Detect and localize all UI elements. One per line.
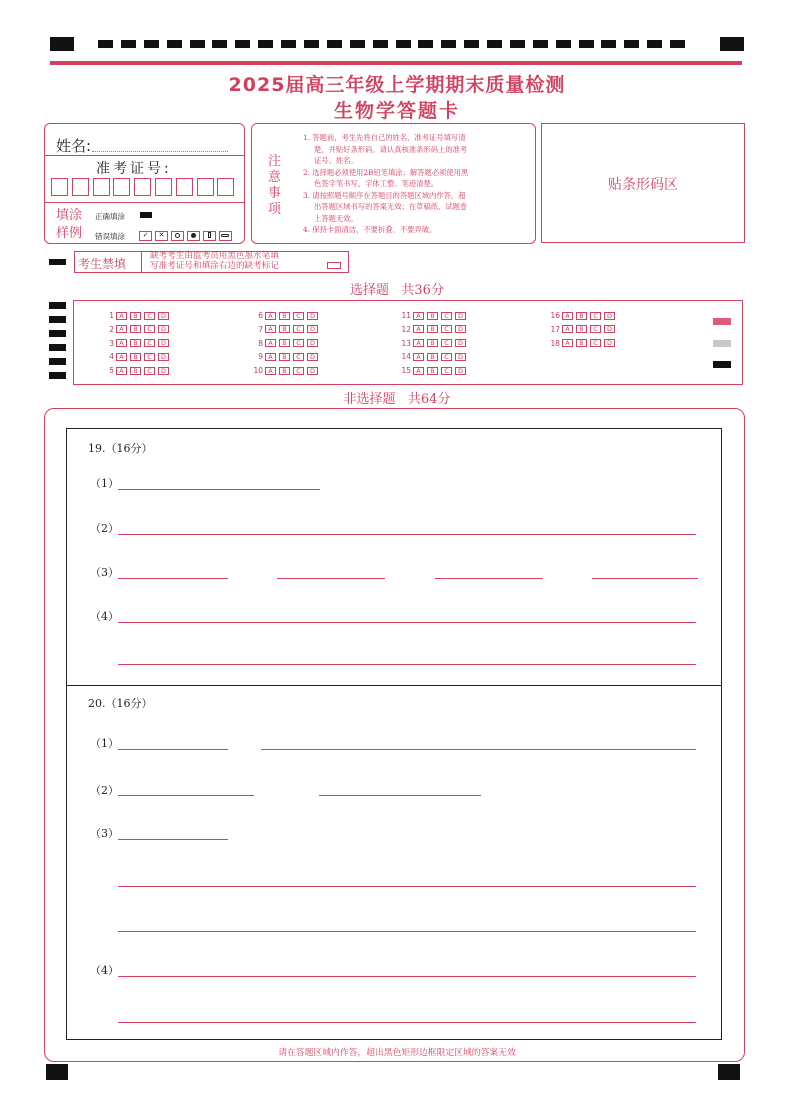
answer-area-q19-q20 — [66, 428, 722, 1040]
exam-id-label: 准考证号: — [96, 161, 172, 177]
choice-option-bubble[interactable]: B — [130, 353, 141, 361]
choice-option-bubble[interactable]: C — [441, 325, 452, 333]
choice-option-bubble[interactable]: A — [265, 325, 276, 333]
corner-mark-bottom-right — [718, 1064, 740, 1080]
exam-id-cell[interactable] — [197, 178, 214, 196]
choice-question-number: 14 — [401, 352, 411, 362]
choice-option-bubble[interactable]: D — [455, 325, 466, 333]
q20-part1-answer-line-2[interactable] — [261, 749, 696, 750]
q19-part1-answer-line[interactable] — [118, 489, 320, 490]
notes-title-char: 意 — [268, 170, 282, 185]
timing-mark-top — [350, 40, 365, 48]
q20-part1-answer-line-1[interactable] — [118, 749, 228, 750]
timing-mark-top — [190, 40, 205, 48]
timing-mark-left — [49, 358, 66, 365]
q19-part4-label: （4） — [90, 610, 119, 623]
timing-mark-left — [49, 316, 66, 323]
choice-option-bubble[interactable]: B — [130, 367, 141, 375]
wrong-dot-icon — [187, 231, 200, 241]
choice-option-bubble[interactable]: B — [427, 353, 438, 361]
choice-option-bubble[interactable]: A — [562, 339, 573, 347]
absent-text-line2: 写准考证号和填涂右边的缺考标记 — [150, 261, 279, 271]
wrong-check-icon: ✓ — [139, 231, 152, 241]
notes-title-char: 注 — [268, 154, 282, 169]
choice-option-bubble[interactable]: D — [158, 367, 169, 375]
q19-part3-answer-line-4[interactable] — [592, 578, 698, 579]
timing-mark-top — [167, 40, 182, 48]
timing-mark-top — [304, 40, 319, 48]
choice-question-number: 9 — [258, 352, 263, 362]
choice-option-bubble[interactable]: D — [158, 339, 169, 347]
page-title: 2025届高三年级上学期期末质量检测 — [228, 74, 566, 96]
choice-option-bubble[interactable]: A — [116, 339, 127, 347]
choice-option-bubble[interactable]: A — [116, 325, 127, 333]
q19-part2-answer-line[interactable] — [118, 534, 696, 535]
choice-option-bubble[interactable]: D — [604, 339, 615, 347]
choice-option-bubble[interactable]: B — [130, 312, 141, 320]
notes-title-char: 事 — [268, 186, 282, 201]
absent-label-divider — [141, 251, 142, 273]
choice-option-bubble[interactable]: B — [427, 367, 438, 375]
fill-example-label-line1: 填涂 — [56, 208, 83, 223]
timing-mark-left — [49, 302, 66, 309]
choice-option-bubble[interactable]: C — [441, 312, 452, 320]
choice-question-row — [395, 324, 469, 335]
choice-question-number: 15 — [401, 366, 411, 376]
timing-mark-top — [327, 40, 342, 48]
q-divider — [66, 685, 722, 686]
choice-option-bubble[interactable]: C — [144, 339, 155, 347]
choice-option-bubble[interactable]: C — [293, 353, 304, 361]
page-subtitle: 生物学答题卡 — [333, 100, 460, 122]
q20-part2-label: （2） — [90, 784, 119, 797]
choice-option-bubble[interactable]: A — [265, 367, 276, 375]
choice-question-row — [98, 351, 172, 362]
q20-part4-answer-line-1[interactable] — [118, 976, 696, 977]
choice-option-bubble[interactable]: A — [116, 312, 127, 320]
name-label: 姓名: — [56, 137, 92, 155]
choice-option-bubble[interactable]: B — [279, 339, 290, 347]
note-line: 2. 选择题必须使用2B铅笔填涂；解答题必须使用黑 — [303, 167, 469, 177]
choice-question-row — [98, 338, 172, 349]
timing-mark-top — [121, 40, 136, 48]
q20-part4-answer-line-2[interactable] — [118, 1022, 696, 1023]
timing-mark-top — [258, 40, 273, 48]
nonchoice-heading: 非选择题 共64分 — [343, 392, 451, 407]
choice-option-bubble[interactable]: A — [265, 339, 276, 347]
q20-part3-answer-line-2[interactable] — [118, 886, 696, 887]
choice-option-bubble[interactable]: D — [455, 367, 466, 375]
calibration-mark-pink — [713, 318, 731, 325]
choice-question-row — [98, 365, 172, 376]
choice-option-bubble[interactable]: D — [455, 312, 466, 320]
choice-question-row — [544, 310, 618, 321]
name-field[interactable] — [92, 151, 228, 152]
choice-option-bubble[interactable]: B — [279, 325, 290, 333]
notes-title-char: 项 — [268, 202, 282, 217]
choice-question-row — [98, 324, 172, 335]
choice-question-number: 3 — [109, 338, 114, 348]
absent-text-line1: 缺考考生由监考员用黑色墨水笔填 — [150, 251, 279, 261]
choice-option-bubble[interactable]: B — [576, 325, 587, 333]
q20-part3-answer-line-3[interactable] — [118, 931, 696, 932]
timing-mark-top — [579, 40, 594, 48]
timing-mark-top — [556, 40, 571, 48]
timing-mark-top — [533, 40, 548, 48]
notes-title — [268, 154, 284, 218]
choice-option-bubble[interactable]: D — [455, 339, 466, 347]
choice-question-number: 5 — [109, 366, 114, 376]
choice-option-bubble[interactable]: D — [604, 325, 615, 333]
choice-option-bubble[interactable]: D — [604, 312, 615, 320]
q20-part3-label: （3） — [90, 827, 119, 840]
q19-label: 19.（16分） — [88, 442, 153, 455]
note-line: 上答题无效。 — [314, 213, 358, 223]
note-line: 4. 保持卡面清洁，不要折叠、不要弄破。 — [303, 225, 437, 234]
timing-mark-top — [418, 40, 433, 48]
q20-part4-label: （4） — [90, 964, 119, 977]
timing-mark-top — [373, 40, 388, 48]
q19-part3-answer-line-2[interactable] — [277, 578, 385, 579]
note-line: 色签字笔书写，字体工整、笔迹清楚。 — [314, 179, 439, 188]
choice-option-bubble[interactable]: D — [307, 339, 318, 347]
choice-question-number: 13 — [401, 338, 411, 348]
choice-question-number: 6 — [258, 311, 263, 320]
notes-list — [303, 132, 531, 236]
choice-option-bubble[interactable]: A — [413, 353, 424, 361]
wrong-dash-icon — [219, 231, 232, 241]
choice-option-bubble[interactable]: B — [427, 339, 438, 347]
choice-option-bubble[interactable]: A — [413, 325, 424, 333]
timing-mark-top — [144, 40, 159, 48]
choice-option-bubble[interactable]: A — [265, 353, 276, 361]
timing-mark-top — [624, 40, 639, 48]
calibration-mark-black — [713, 361, 731, 368]
timing-mark-top — [647, 40, 662, 48]
wrong-cross-icon: ✕ — [155, 231, 168, 241]
corner-mark-bottom-left — [46, 1064, 68, 1080]
q19-part4-answer-line-2[interactable] — [118, 664, 696, 665]
choice-option-bubble[interactable]: C — [441, 367, 452, 375]
header-rule — [50, 61, 742, 65]
choice-option-bubble[interactable]: C — [293, 367, 304, 375]
q20-part2-answer-line-1[interactable] — [118, 795, 254, 796]
choice-option-bubble[interactable]: C — [590, 339, 601, 347]
choice-question-row — [395, 365, 469, 376]
choice-question-row — [247, 338, 321, 349]
timing-mark-top — [212, 40, 227, 48]
choice-question-row — [247, 310, 321, 321]
timing-mark-left — [49, 330, 66, 337]
choice-question-number: 12 — [401, 324, 411, 334]
choice-option-bubble[interactable]: D — [307, 325, 318, 333]
note-line: 证号、姓名。 — [314, 156, 358, 165]
choice-heading: 选择题 共36分 — [350, 283, 444, 298]
timing-mark-top — [281, 40, 296, 48]
choice-option-bubble[interactable]: C — [293, 339, 304, 347]
choice-option-bubble[interactable]: A — [116, 353, 127, 361]
choice-option-bubble[interactable]: A — [413, 367, 424, 375]
timing-mark-left — [49, 372, 66, 379]
timing-marks-top — [98, 40, 693, 48]
choice-option-bubble[interactable]: C — [590, 325, 601, 333]
q19-part3-answer-line-1[interactable] — [118, 578, 228, 579]
choice-option-bubble[interactable]: A — [116, 367, 127, 375]
exam-id-cell[interactable] — [176, 178, 193, 196]
choice-option-bubble[interactable]: C — [293, 312, 304, 320]
absent-text — [150, 251, 279, 271]
exam-id-cell[interactable] — [51, 178, 68, 196]
choice-question-number: 18 — [550, 338, 560, 348]
id-divider-top — [44, 155, 245, 156]
choice-option-bubble[interactable]: B — [130, 325, 141, 333]
choice-question-row — [247, 324, 321, 335]
barcode-label: 贴条形码区 — [608, 177, 678, 193]
note-line: 出答题区域书写的答案无效；在草稿纸、试题卷 — [314, 202, 468, 211]
q19-part1-label: （1） — [90, 477, 119, 490]
choice-option-bubble[interactable]: C — [144, 367, 155, 375]
exam-id-cell[interactable] — [93, 178, 110, 196]
note-line: 3. 请按照题号顺序在答题目的答题区域内作答，超 — [303, 190, 466, 200]
choice-question-row — [544, 324, 618, 335]
wrong-fill-label: 错误填涂 — [95, 232, 125, 241]
fill-example-label — [56, 207, 82, 243]
choice-option-bubble[interactable]: C — [293, 325, 304, 333]
q19-part4-answer-line-1[interactable] — [118, 622, 696, 623]
choice-question-number: 7 — [258, 324, 263, 334]
wrong-fill-samples — [139, 231, 232, 241]
timing-mark-top — [396, 40, 411, 48]
timing-mark-top — [487, 40, 502, 48]
choice-option-bubble[interactable]: A — [265, 312, 276, 320]
timing-mark-top — [441, 40, 456, 48]
choice-question-row — [247, 365, 321, 376]
footer-note: 请在答题区域内作答，超出黑色矩形边框限定区域的答案无效 — [278, 1048, 516, 1058]
choice-question-row — [98, 310, 172, 321]
choice-question-number: 16 — [550, 311, 560, 320]
choice-question-row — [395, 310, 469, 321]
choice-question-number: 8 — [258, 338, 263, 348]
timing-mark-top — [670, 40, 685, 48]
q20-part2-answer-line-2[interactable] — [319, 795, 481, 796]
timing-mark-top — [464, 40, 479, 48]
choice-option-bubble[interactable]: D — [158, 325, 169, 333]
choice-option-bubble[interactable]: C — [590, 312, 601, 320]
timing-mark-top — [98, 40, 113, 48]
timing-mark-top — [235, 40, 250, 48]
wrong-partial-icon — [203, 231, 216, 241]
q19-part3-answer-line-3[interactable] — [435, 578, 543, 579]
choice-option-bubble[interactable]: B — [279, 353, 290, 361]
exam-id-cell[interactable] — [72, 178, 89, 196]
exam-id-cell[interactable] — [217, 178, 234, 196]
wrong-circle-icon — [171, 231, 184, 241]
calibration-mark-gray — [713, 340, 731, 347]
choice-question-number: 2 — [109, 324, 114, 334]
correct-fill-sample — [140, 212, 152, 218]
q20-part1-label: （1） — [90, 737, 119, 750]
choice-option-bubble[interactable]: C — [441, 339, 452, 347]
choice-option-bubble[interactable]: D — [158, 312, 169, 320]
corner-mark-top-left — [50, 37, 74, 51]
timing-mark-left — [49, 344, 66, 351]
choice-option-bubble[interactable]: B — [427, 312, 438, 320]
choice-question-number: 11 — [401, 311, 411, 320]
choice-option-bubble[interactable]: B — [130, 339, 141, 347]
choice-question-row — [544, 338, 618, 349]
choice-option-bubble[interactable]: D — [158, 353, 169, 361]
choice-option-bubble[interactable]: D — [307, 353, 318, 361]
choice-option-bubble[interactable]: B — [279, 367, 290, 375]
choice-option-bubble[interactable]: A — [413, 339, 424, 347]
absent-mark-box[interactable] — [327, 262, 341, 269]
choice-option-bubble[interactable]: C — [144, 312, 155, 320]
absent-row-mark — [49, 259, 66, 265]
choice-option-bubble[interactable]: D — [455, 353, 466, 361]
choice-question-number: 10 — [253, 366, 263, 376]
choice-question-row — [395, 338, 469, 349]
choice-question-number: 1 — [109, 311, 114, 320]
choice-question-row — [395, 351, 469, 362]
choice-option-bubble[interactable]: C — [144, 353, 155, 361]
exam-id-cell[interactable] — [113, 178, 130, 196]
timing-mark-top — [601, 40, 616, 48]
choice-option-bubble[interactable]: A — [562, 325, 573, 333]
q19-part3-label: （3） — [90, 566, 119, 579]
corner-mark-top-right — [720, 37, 744, 51]
q20-label: 20.（16分） — [88, 697, 153, 710]
choice-question-number: 17 — [550, 324, 560, 334]
q19-part2-label: （2） — [90, 522, 119, 535]
q20-part3-answer-line-1[interactable] — [118, 839, 228, 840]
choice-option-bubble[interactable]: B — [427, 325, 438, 333]
fill-example-label-line2: 样例 — [56, 226, 83, 241]
exam-id-cell[interactable] — [155, 178, 172, 196]
note-line: 楚，并贴好条形码。请认真核准条形码上的准考 — [314, 144, 468, 154]
choice-question-number: 4 — [109, 352, 114, 362]
choice-option-bubble[interactable]: C — [441, 353, 452, 361]
choice-option-bubble[interactable]: A — [562, 312, 573, 320]
note-line: 1. 答题前，考生先将自己的姓名、准考证号填写清 — [303, 133, 466, 142]
timing-mark-top — [510, 40, 525, 48]
choice-option-bubble[interactable]: B — [576, 339, 587, 347]
choice-option-bubble[interactable]: D — [307, 367, 318, 375]
choice-option-bubble[interactable]: D — [307, 312, 318, 320]
id-divider-bottom — [44, 202, 245, 203]
exam-id-cell[interactable] — [134, 178, 151, 196]
choice-option-bubble[interactable]: C — [144, 325, 155, 333]
choice-option-bubble[interactable]: A — [413, 312, 424, 320]
absent-label: 考生禁填 — [78, 257, 127, 271]
choice-option-bubble[interactable]: B — [279, 312, 290, 320]
choice-option-bubble[interactable]: B — [576, 312, 587, 320]
correct-fill-label: 正确填涂 — [95, 212, 125, 221]
choice-question-row — [247, 351, 321, 362]
